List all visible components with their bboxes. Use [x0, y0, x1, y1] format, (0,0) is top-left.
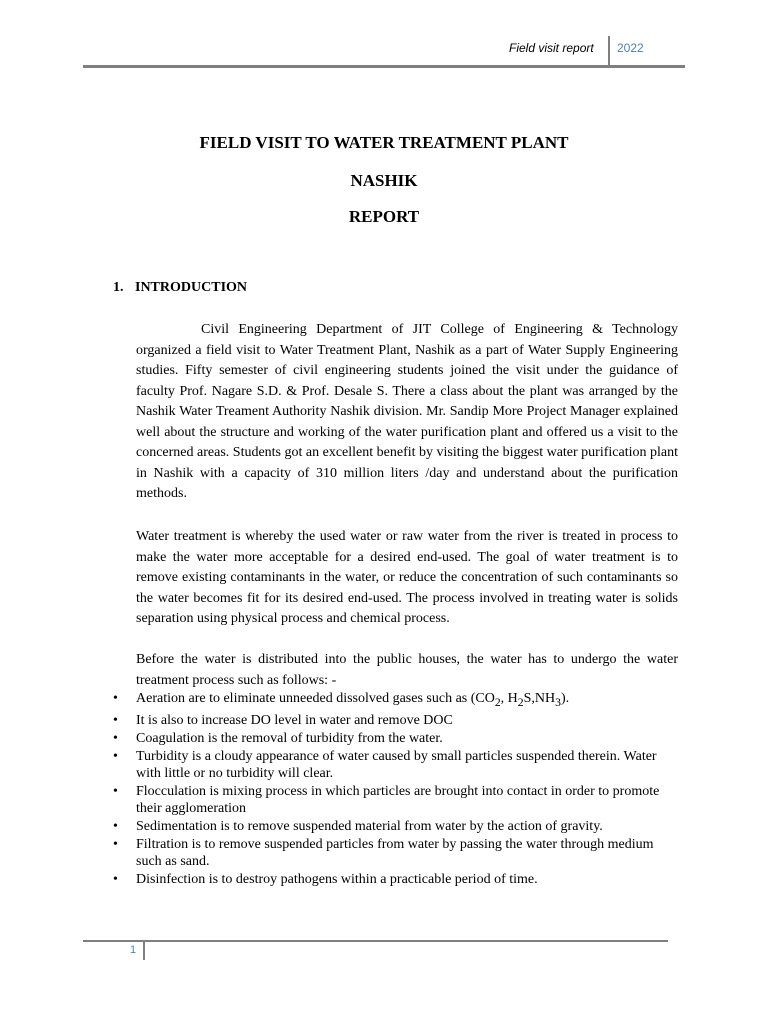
section-title: INTRODUCTION: [135, 280, 248, 295]
footer-rule: [83, 940, 668, 942]
list-item: • Sedimentation is to remove suspended material from water by the action of gravity.: [113, 818, 678, 835]
process-intro-paragraph: Before the water is distributed into the public houses, the water has to undergo the water treatment process such as follows: -: [136, 652, 678, 688]
intro-paragraph: Civil Engineering Department of JIT College of Engineering & Technology organized a field visit to Water Treatment Plant, Nashik as a part of Water Supply Engineering studies. Fifty semester of civil engineering students joined the visit under the guidance of faculty Prof. Nagare S.D. & Prof. Desale S. There a class about the plant was arranged by the Nashik Water Treament Authority Nashik division. Mr. Sandip More Project Manager explained well about the structure and working of the water purification plant and offered us a visit to the concerned areas. Students got an excellent benefit by visiting the biggest water purification plant in Nashik with a capacity of 310 million liters /day and understand about the purification methods.: [136, 322, 678, 501]
header-separator: [608, 36, 610, 66]
list-item: • Disinfection is to destroy pathogens within a practicable period of time.: [113, 871, 678, 888]
list-item: • Filtration is to remove suspended particles from water by passing the water through medium such as sand.: [113, 836, 678, 870]
section-heading: [113, 280, 247, 296]
water-treatment-paragraph: Water treatment is whereby the used water or raw water from the river is treated in process to make the water more acceptable for a desired end-used. The goal of water treatment is to remove existing contaminants in the water, or reduce the concentration of such contaminants so the water becomes fit for its desired end-used. The process involved in treating water is solids separation using physical process and chemical process.: [136, 529, 678, 626]
header-rule: [83, 65, 685, 68]
report-location: NASHIK: [350, 171, 418, 190]
header-title: Field visit report: [509, 41, 594, 55]
list-item: • It is also to increase DO level in water and remove DOC: [113, 712, 678, 729]
page-number: 1: [130, 944, 137, 956]
list-item: • Coagulation is the removal of turbidity from the water.: [113, 730, 678, 747]
header-year: 2022: [617, 41, 644, 55]
list-item: • Turbidity is a cloudy appearance of water caused by small particles suspended therein. Water with little or no turbidity will clear.: [113, 748, 678, 782]
section-number: 1.: [113, 280, 124, 295]
report-label: REPORT: [348, 207, 420, 226]
list-item: • Aeration are to eliminate unneeded dissolved gases such as ($CO_2$, $H_2S,NH_3$).: [113, 690, 678, 711]
footer-separator: [143, 942, 145, 960]
list-item: • Flocculation is mixing process in which particles are brought into contact in order to promote their agglomeration: [113, 783, 678, 817]
report-title: FIELD VISIT TO WATER TREATMENT PLANT: [199, 133, 569, 152]
treatment-process-list: [113, 690, 678, 889]
